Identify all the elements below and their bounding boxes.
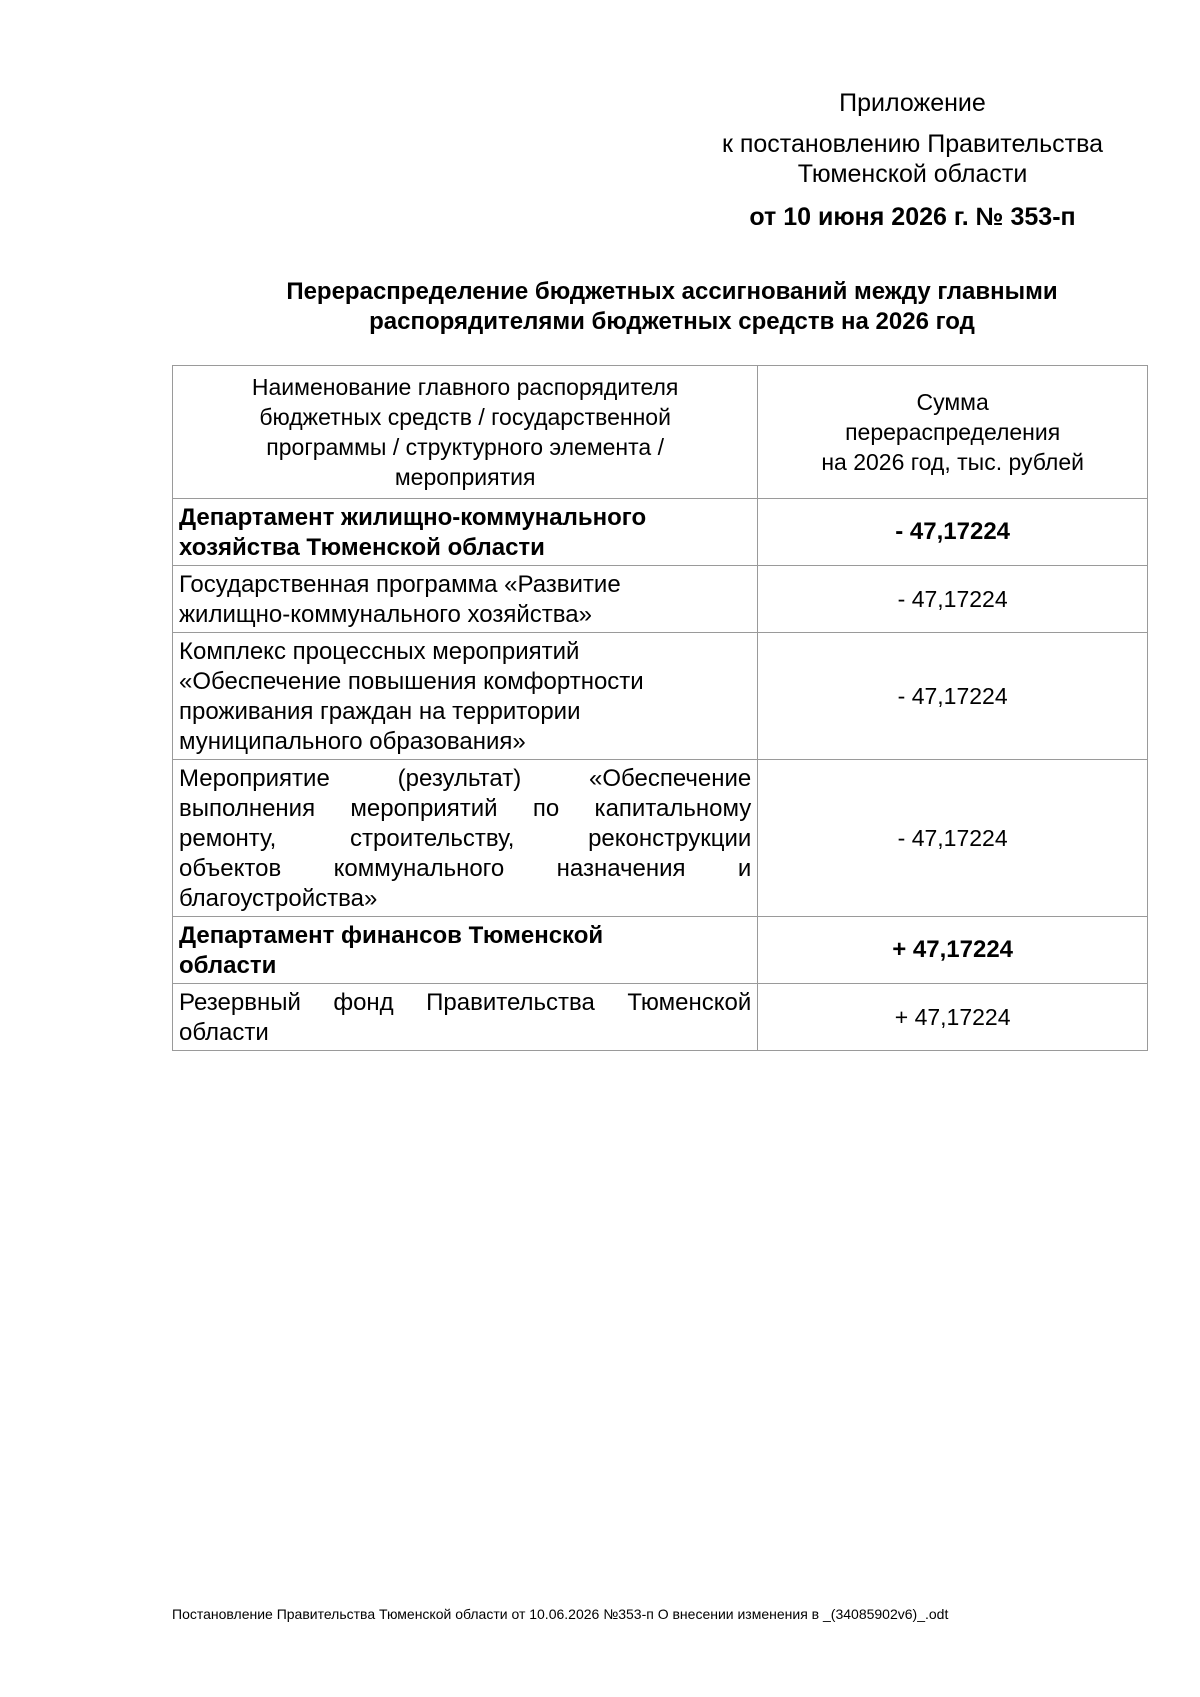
document-title-line2: распорядителями бюджетных средств на 2026 год [369, 308, 975, 335]
header-sum-line: перераспределения [845, 419, 1061, 445]
header-name-line: мероприятия [394, 464, 536, 490]
header-sum-line: на 2026 год, тыс. рублей [821, 449, 1084, 475]
row-sum-cell: + 47,17224 [758, 917, 1148, 984]
header-name-line: бюджетных средств / государственной [259, 404, 671, 430]
appendix-ref-line2: Тюменской области [797, 160, 1028, 188]
table-row [173, 984, 1148, 1051]
row-name-line: ремонту, строительству, реконструкции [179, 825, 752, 852]
row-name-line: выполнения мероприятий по капитальному [179, 795, 752, 822]
table-row [173, 760, 1148, 917]
document-title-line1: Перераспределение бюджетных ассигнований между главными [286, 278, 1058, 305]
row-name-cell [173, 633, 758, 760]
header-name-cell [173, 366, 758, 499]
document-footer: Постановление Правительства Тюменской области от 10.06.2026 №353-п О внесении изменения в _(34085902v6)_.odt [172, 1606, 949, 1622]
row-name-line: Департамент жилищно-коммунального [179, 504, 647, 531]
row-name-line: области [179, 952, 277, 979]
allocation-table [172, 365, 1148, 1051]
row-name-cell [173, 984, 758, 1051]
header-name-line: программы / структурного элемента / [266, 434, 664, 460]
row-name-line: благоустройства» [179, 885, 378, 912]
row-name-line: Комплекс процессных мероприятий [179, 638, 580, 665]
row-name-line: «Обеспечение повышения комфортности [179, 668, 644, 695]
header-sum-cell [758, 366, 1148, 499]
appendix-date: от 10 июня 2026 г. № 353-п [749, 203, 1076, 231]
table-row [173, 633, 1148, 760]
document-title [172, 277, 1172, 337]
row-name-cell [173, 917, 758, 984]
row-sum-cell: - 47,17224 [758, 633, 1148, 760]
row-sum-cell: - 47,17224 [758, 566, 1148, 633]
row-name-line: Мероприятие (результат) «Обеспечение [179, 765, 752, 792]
row-name-cell [173, 499, 758, 566]
row-sum-cell: - 47,17224 [758, 760, 1148, 917]
row-name-line: объектов коммунального назначения и [179, 855, 752, 882]
appendix-label: Приложение [839, 89, 986, 117]
header-name-line: Наименование главного распорядителя [251, 374, 679, 400]
row-name-cell [173, 760, 758, 917]
appendix-ref-line1: к постановлению Правительства [721, 130, 1103, 158]
row-name-line: хозяйства Тюменской области [179, 534, 545, 561]
row-name-line: Государственная программа «Развитие [179, 571, 621, 598]
row-name-line: Резервный фонд Правительства Тюменской [179, 989, 752, 1016]
row-name-line: проживания граждан на территории [179, 698, 581, 725]
row-name-line: Департамент финансов Тюменской [179, 922, 604, 949]
row-name-line: муниципального образования» [179, 728, 526, 755]
row-name-line: области [179, 1019, 269, 1046]
row-name-line: жилищно-коммунального хозяйства» [179, 601, 592, 628]
table-row [173, 917, 1148, 984]
header-sum-line: Сумма [916, 389, 989, 415]
table-row [173, 566, 1148, 633]
table-header-row [173, 366, 1148, 499]
table-row [173, 499, 1148, 566]
row-name-cell [173, 566, 758, 633]
row-sum-cell: - 47,17224 [758, 499, 1148, 566]
row-sum-cell: + 47,17224 [758, 984, 1148, 1051]
appendix-reference [680, 129, 1145, 189]
